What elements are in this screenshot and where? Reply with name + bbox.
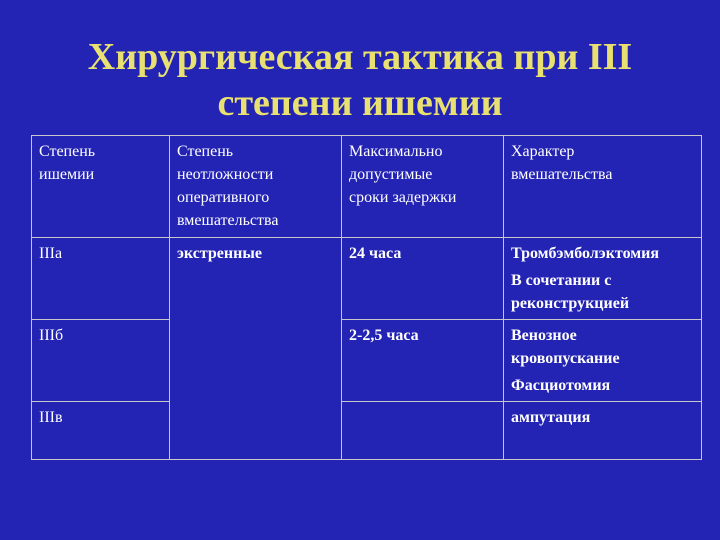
urgency-cell: экстренные	[170, 238, 342, 460]
delay-cell	[342, 402, 504, 460]
delay-cell: 2-2,5 часа	[342, 320, 504, 402]
intervention-cell: Тромбэмболэктомия В сочетании с реконструкцией	[504, 238, 702, 320]
grade-cell: IIIа	[32, 238, 170, 320]
grade-cell: IIIб	[32, 320, 170, 402]
slide-title-line-1: Хирургическая тактика при III	[87, 36, 633, 78]
table-row	[32, 320, 702, 402]
table-row	[32, 238, 702, 320]
header-cell-intervention: Характер вмешательства	[504, 136, 702, 238]
grade-cell: IIIв	[32, 402, 170, 460]
slide-title	[0, 34, 720, 126]
table-header-row	[32, 136, 702, 238]
intervention-cell: ампутация	[504, 402, 702, 460]
header-cell-grade: Степень ишемии	[32, 136, 170, 238]
intervention-cell: Венозное кровопускание Фасциотомия	[504, 320, 702, 402]
header-cell-urgency: Степень неотложности оперативного вмешательства	[170, 136, 342, 238]
slide-title-line-2: степени ишемии	[217, 82, 503, 124]
ischemia-tactics-table	[31, 135, 702, 460]
delay-cell: 24 часа	[342, 238, 504, 320]
header-cell-delay: Максимально допустимые сроки задержки	[342, 136, 504, 238]
table-row	[32, 402, 702, 460]
